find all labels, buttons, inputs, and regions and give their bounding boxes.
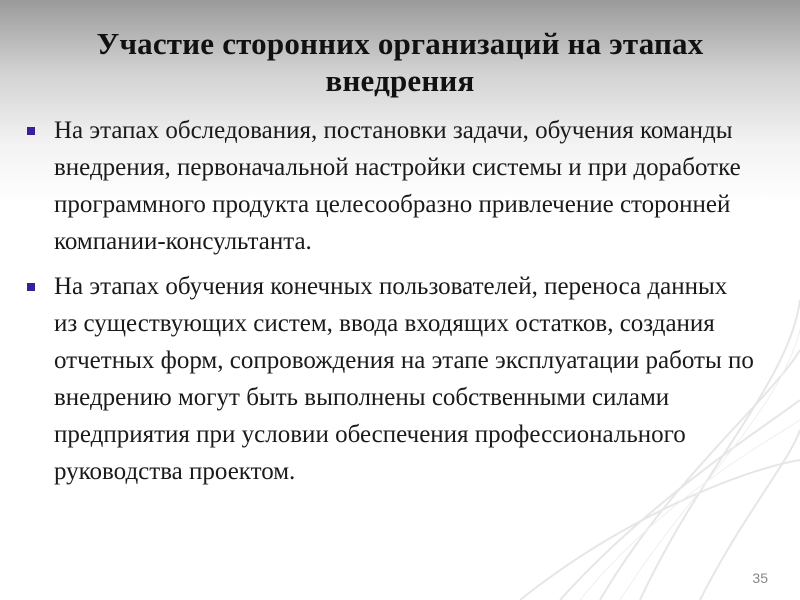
square-bullet-icon [27, 283, 35, 291]
bullet-text: На этапах обследования, постановки задачи, обучения команды внедрения, первоначальной настройки системы и при доработке программного продукта целесообразно привлечение сторонней компании-консультанта. [54, 117, 741, 255]
square-bullet-icon [27, 127, 35, 135]
page-number: 35 [752, 570, 768, 586]
slide-title: Участие сторонних организаций на этапах внедрения [96, 26, 704, 98]
bullet-item [24, 268, 754, 490]
bullet-text: На этапах обучения конечных пользователей, переноса данных из существующих систем, ввода входящих остатков, создания отчетных форм, сопровождения на этапе эксплуатации работы по внедрению могут быть выполнены собственными силами предприятия при условии обеспечения профессионального руководства проектом. [54, 273, 754, 485]
bullet-item [24, 112, 754, 260]
bullet-list [24, 112, 754, 490]
